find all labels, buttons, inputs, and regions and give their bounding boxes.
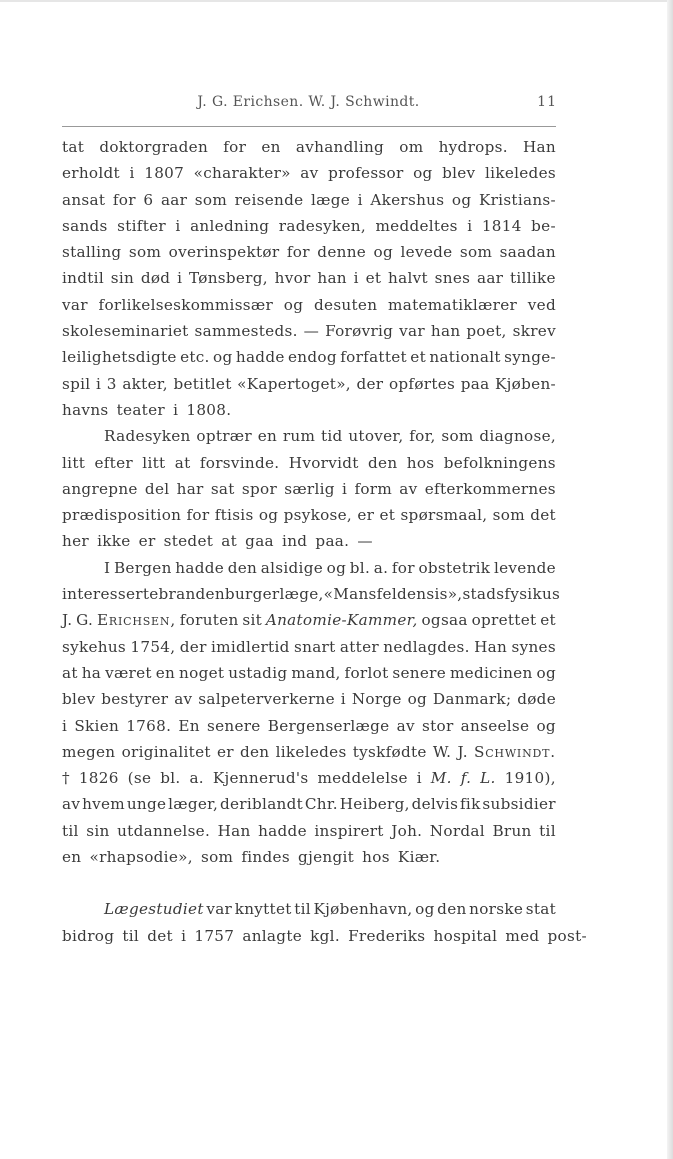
page-edge-shadow xyxy=(667,0,673,1159)
paragraph xyxy=(62,134,556,423)
text-line: sands stifter i anledning radesyken, meddeltes i 1814 be- xyxy=(62,216,556,235)
text-line: blev bestyrer av salpeterverkerne i Norge og Danmark; døde xyxy=(62,690,556,709)
text-line: sykehus 1754, der imidlertid snart atter nedlagdes. Han synes xyxy=(62,637,556,656)
text-line: megen originalitet er den likeledes tyskfødte W. J. Schwindt. xyxy=(62,742,556,761)
text-line: stalling som overinspektør for denne og levede som saadan xyxy=(62,243,556,262)
text-line: erholdt i 1807 «charakter» av professor og blev likeledes xyxy=(62,164,556,183)
text-line: litt efter litt at forsvinde. Hvorvidt den hos befolkningens xyxy=(62,453,556,472)
text-line: til sin utdannelse. Han hadde inspirert Joh. Nordal Brun til xyxy=(62,821,556,840)
text-line: spil i 3 akter, betitlet «Kapertoget», der opførtes paa Kjøben- xyxy=(62,374,556,393)
text-line: prædisposition for ftisis og psykose, er et spørsmaal, som det xyxy=(62,506,556,525)
text-line: Lægestudiet var knyttet til Kjøbenhavn, og den norske stat xyxy=(104,900,556,919)
page-top-edge xyxy=(0,0,673,2)
text-line: J. G. Erichsen, foruten sit Anatomie-Kammer, ogsaa oprettet et xyxy=(62,611,556,630)
text-line: tat doktorgraden for en avhandling om hydrops. Han xyxy=(62,138,556,156)
text-line: interesserte brandenburgerlæge, «Mansfeldensis», stadsfysikus xyxy=(62,585,561,604)
paragraph xyxy=(62,555,561,871)
running-title: J. G. Erichsen. W. J. Schwindt. xyxy=(197,94,420,110)
text-line: I Bergen hadde den alsidige og bl. a. for obstetrik levende xyxy=(104,558,556,577)
text-line: i Skien 1768. En senere Bergenserlæge av stor anseelse og xyxy=(62,716,556,735)
text-line: en «rhapsodie», som findes gjengit hos Kiær. xyxy=(62,848,441,867)
text-line: bidrog til det i 1757 anlagte kgl. Frederiks hospital med post- xyxy=(62,926,587,945)
text-line: havns teater i 1808. xyxy=(62,400,232,419)
paragraph xyxy=(62,423,556,554)
paragraph xyxy=(62,896,587,949)
text-line: Radesyken optrær en rum tid utover, for, som diagnose, xyxy=(104,427,556,446)
text-line: her ikke er stedet at gaa ind paa. — xyxy=(62,532,373,551)
running-header xyxy=(60,94,557,116)
text-line: † 1826 (se bl. a. Kjennerud's meddelelse i M. f. L. 1910), xyxy=(62,769,556,788)
text-line: ansat for 6 aar som reisende læge i Akershus og Kristians- xyxy=(62,190,556,209)
text-line: var forlikelseskommissær og desuten matematiklærer ved xyxy=(62,295,556,314)
header-rule xyxy=(62,126,556,127)
body-text xyxy=(62,134,587,949)
text-line: av hvem unge læger, deriblandt Chr. Heiberg, delvis fik subsidier xyxy=(62,795,556,814)
text-line: at ha været en noget ustadig mand, forlot senere medicinen og xyxy=(62,663,556,682)
section-gap xyxy=(62,870,556,896)
text-line: angrepne del har sat spor særlig i form av efterkommernes xyxy=(62,479,556,498)
text-line: skoleseminariet sammesteds. — Forøvrig var han poet, skrev xyxy=(62,322,556,341)
text-line: indtil sin død i Tønsberg, hvor han i et halvt snes aar tillike xyxy=(62,269,556,288)
text-line: leilighetsdigte etc. og hadde endog forfattet et nationalt synge- xyxy=(62,348,556,367)
page-number: 11 xyxy=(537,94,557,110)
